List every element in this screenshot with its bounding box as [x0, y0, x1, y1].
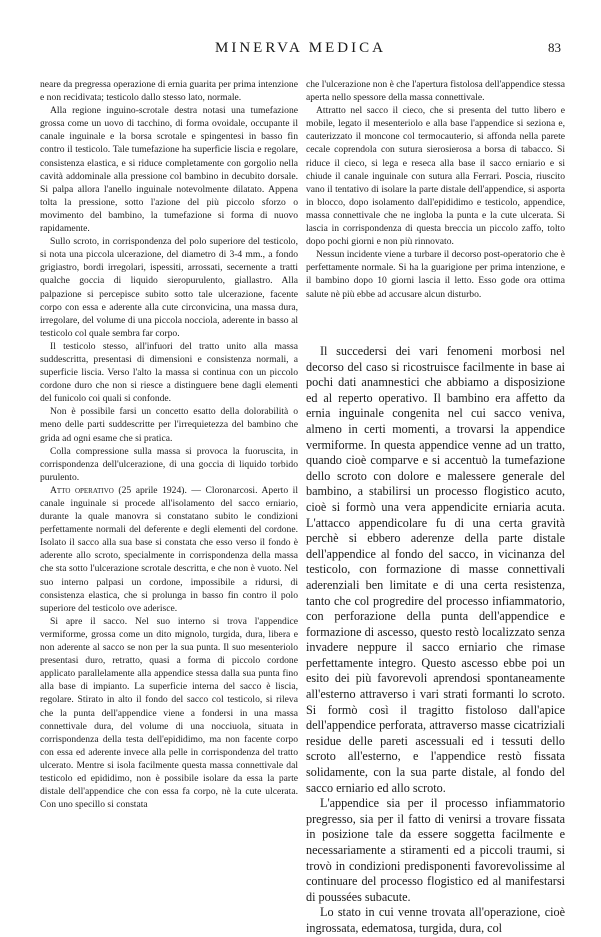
right-column-small-text [306, 78, 565, 301]
running-header-title: MINERVA MEDICA [215, 40, 386, 56]
paragraph: che l'ulcerazione non è che l'apertura fistolosa dell'appendice stessa aperta nello spessore della massa connettivale. [306, 79, 565, 104]
paragraph: Il succedersi dei vari fenomeni morbosi nel decorso del caso si ricostruisce facilmente in base ai pochi dati anamnestici che abbiamo a disposizione ed al reperto operativo. Il bambino era affetto da ernia inguinale congenita nel cui sacco veniva, almeno in certi momenti, a trovarsi la appendice vermiforme. In questa appendice venne ad un tratto, quando cioè comparve e si accentuò la tumefazione dello scroto con dolore e malessere generale del bambino, a stabilirsi un processo flogistico acuto, cioè si formò una vera appendicite erniaria acuta. L'attacco appendicolare fu di una certa gravità perchè si ebbero aderenze della parte distale dell'appendice al fondo del sacco, in vicinanza del testicolo, con formazione di masse connettivali aderenziali ben limitate e di una certa resistenza, tanto che col progredire del processo infiammatorio, con perforazione della punta dell'appendice e formazione di ascesso, questo restò localizzato senza invadere neppure il sacco erniario che rimase perfettamente integro. Questo ascesso ebbe poi un esito dei più favorevoli aprendosi spontaneamente all'esterno attraverso i vari strati formanti lo scroto. Si formò così il tragitto fistoloso dall'apice dell'appendice perforata, attraverso masse cicatriziali residue delle pareti ascessuali ed i tessuti dello scroto all'esterno, e l'appendice restò fissata solidamente, con la sua parte distale, al fondo del sacco erniario ed allo scroto. [306, 344, 565, 795]
paragraph: L'appendice sia per il processo infiammatorio pregresso, sia per il fatto di venirsi a trovare fissata in posizione tale da essere soggetta facilmente e necessariamente a stiramenti ed a piccoli traumi, si trovò in condizioni predisponenti favorevolissime al continuare del processo flogistico ed al manifestarsi di poussées subacute. [306, 796, 565, 904]
paragraph: Alla regione inguino-scrotale destra notasi una tumefazione grossa come un uovo di tacchino, di forma ovoidale, occupante il canale inguinale e la borsa scrotale e spingentesi in basso fin contro il testicolo. Tale tumefazione ha superficie liscia e regolare, consistenza elastica, e si riduce completamente con gorgolio nella cavità addominale alla pressione col bambino in decubito dorsale. Si palpa allora l'anello inguinale notevolmente dilatato. Appena tolta la pressione, sotto l'azione del più piccolo sforzo o movimento del bambino, la tumefazione si forma di nuovo rapidamente. [40, 105, 298, 235]
operative-heading: Atto operativo [50, 484, 114, 496]
paragraph: Nessun incidente viene a turbare il decorso post-operatorio che è perfettamente normale. Si ha la guarigione per prima intenzione, e il bambino dopo 10 giorni lascia il letto. Esso gode ora ottima salute nè più ebbe ad accusare alcun disturbo. [306, 249, 565, 300]
paragraph: Lo stato in cui venne trovata all'operazione, cioè ingrossata, edematosa, turgida, dura, col [306, 905, 565, 935]
operative-text: (25 aprile 1924). — Cloronarcosi. Aperto il canale inguinale si procede all'isolamento del sacco erniario, durante la quale manovra si constatano subito le condizioni perfettamente normali del deferente e degli elementi del cordone. Isolato il sacco alla sua base si constata che esso verso il fondo è aderente allo scroto, specialmente in corrispondenza della massa che sta sotto l'ulcerazione scrotale descritta, e che non è vuoto. Nel suo interno palpasi un cordone, impossibile a ridursi, di consistenza elastica, che si prolunga in basso fin contro il polo superiore del testicolo ove aderisce. [40, 484, 298, 614]
paragraph: Colla compressione sulla massa si provoca la fuoruscita, in corrispondenza dell'ulcerazione, di una goccia di liquido torbido purulento. [40, 445, 298, 483]
page-number: 83 [548, 40, 561, 55]
paragraph: Il testicolo stesso, all'infuori del tratto unito alla massa suddescritta, presentasi di dimensioni e consistenza normali, a superficie liscia. Verso l'alto la massa si continua con un piccolo cordone duro che non si riesce a distinguere bene dagli elementi del funicolo coi quali si confonde. [40, 340, 298, 405]
paragraph: Non è possibile farsi un concetto esatto della dolorabilità o meno delle parti suddescritte per l'irrequietezza del bambino che grida ad ogni esame che si pratica. [40, 406, 298, 444]
operative-paragraph [40, 484, 298, 615]
paragraph: Attratto nel sacco il cieco, che si presenta del tutto libero e mobile, legato il mesenteriolo e alla base l'appendice si seziona e, cauterizzato il moncone col termocauterio, si affonda nella parete cecale coprendola con sutura sierosierosa a borsa di tabacco. Si riduce il cieco, si lega e reseca alla base il sacco erniario e si chiude il canale inguinale con sutura alla Ferrari. Poscia, riuscito vano il tentativo di isolare la parte distale dell'appendice, si asporta in blocco, dopo isolamento dall'epididimo e testicolo, appendice, massa connettivale che ne ingloba la punta e la cute ulcerata. Si lascia in corrispondenza di questa breccia un piccolo zaffo, tolto dopo pochi giorni e non più rinnovato. [306, 105, 565, 248]
right-column-discussion [306, 344, 565, 937]
paragraph: neare da pregressa operazione di ernia guarita per prima intenzione e non recidivata; testicolo dallo stesso lato, normale. [40, 79, 298, 104]
paragraph: Sullo scroto, in corrispondenza del polo superiore del testicolo, si nota una piccola ulcerazione, del diametro di 3-4 mm., a fondo grigiastro, bordi irregolari, ispessiti, arrossati, secernente a tratti qualche goccia di liquido sieropurulento, giallastro. Alla palpazione si percepisce subito sotto tale ulcerazione, facente corpo con essa e aderente alla cute circonvicina, una massa dura, irregolare, del volume di una piccola nocciola, aderente in basso al testicolo col quale sembra far corpo. [40, 236, 298, 339]
left-column [40, 78, 298, 811]
paragraph: Si apre il sacco. Nel suo interno si trova l'appendice vermiforme, grossa come un dito mignolo, turgida, dura, libera e non aderente al sacco se non per la sua punta. Il suo mesenteriolo presentasi duro, retratto, quasi a forma di piccolo cordone applicato parallelamente alla appendice stessa dalla sua punta fino alla base di impianto. La superficie interna del sacco è liscia, regolare. Stirato in alto il fondo del sacco col testicolo, si rileva che la punta dell'appendice viene a fondersi in una massa connettivale dura, del volume di una nocciuola, situata in corrispondenza della testa dell'epididimo, ma non facente corpo con essa ed aderente invece alla pelle in corrispondenza del tratto ulcerato. Mentre si isola facilmente questa massa connettivale dal testicolo ed epididimo, non è possibile isolare da essa la parte distale dell'appendice che con essa fa corpo, nè la cute ulcerata. Con uno specillo si constata [40, 615, 298, 811]
